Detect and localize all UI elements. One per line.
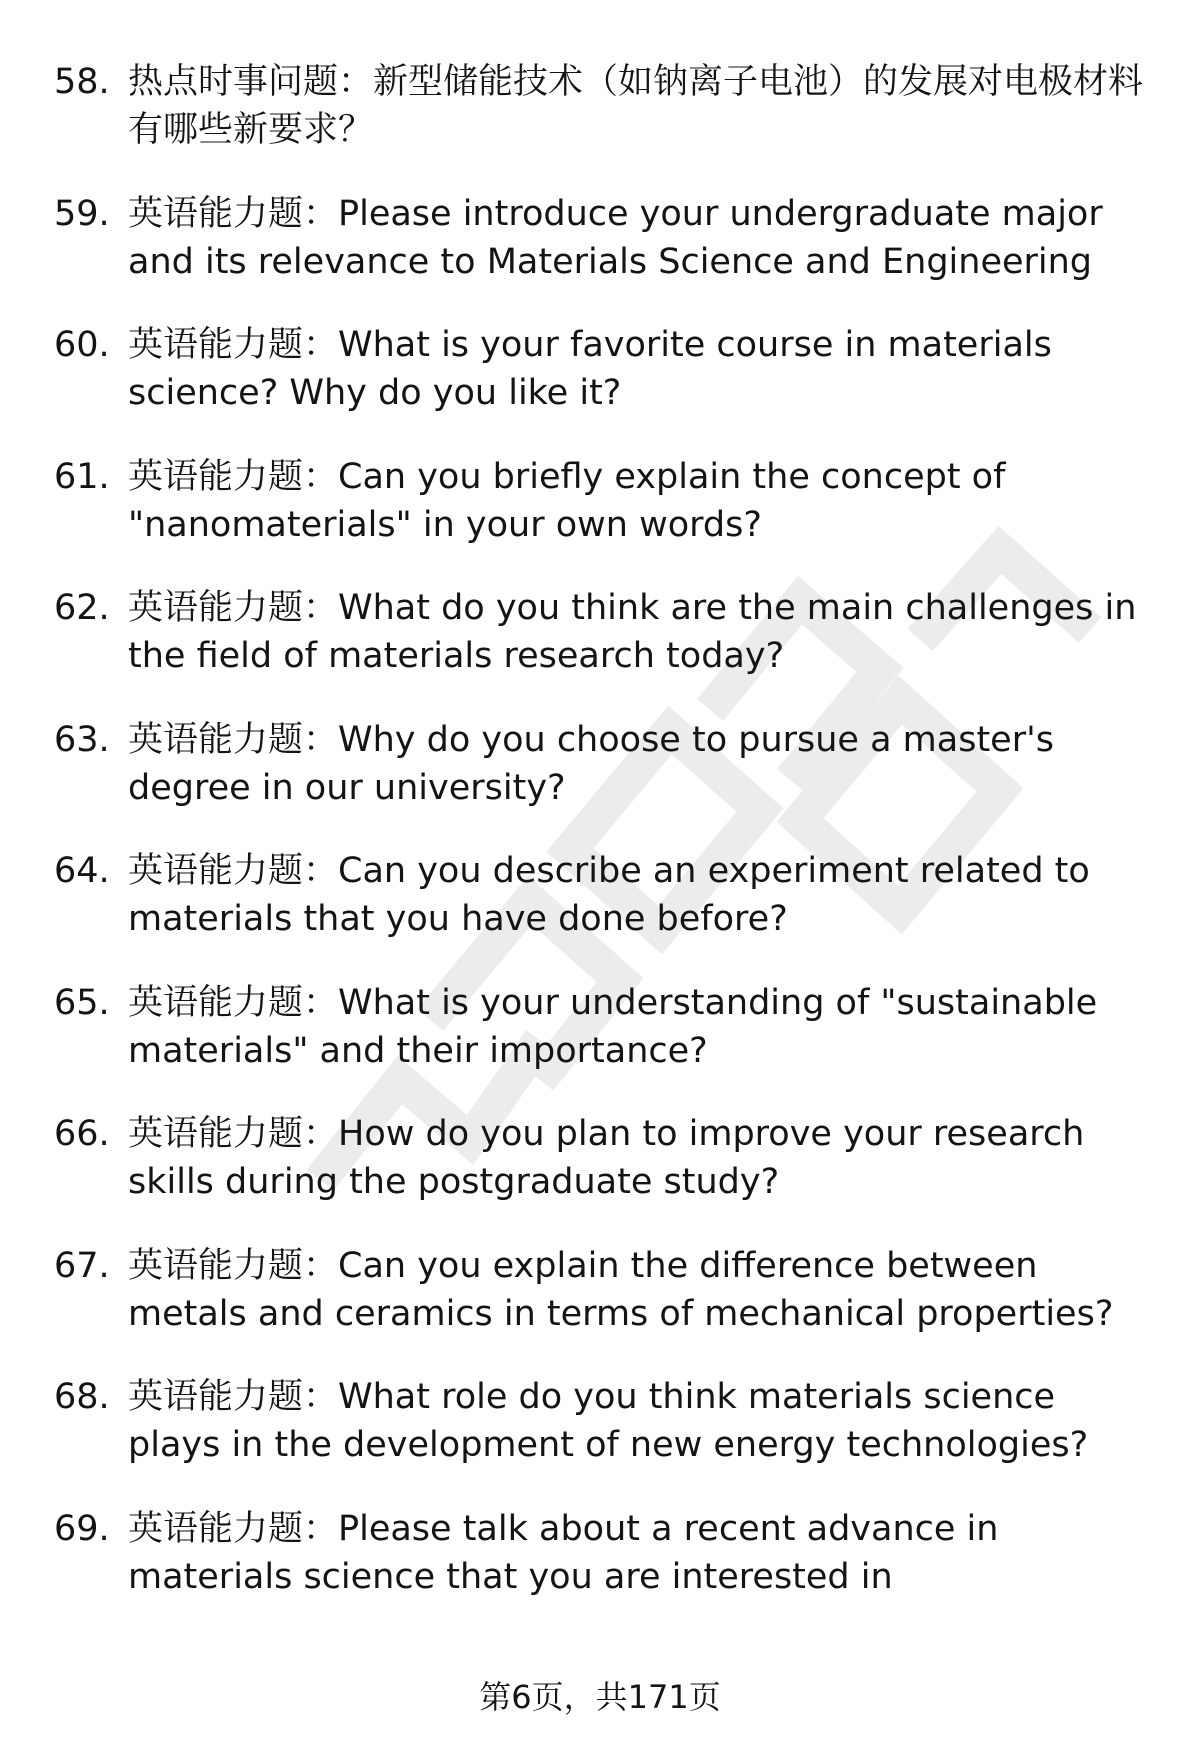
question-number: 64.	[54, 851, 110, 891]
question-number: 61.	[54, 456, 110, 497]
question-item-58	[0, 58, 1200, 190]
question-number: 66.	[54, 1114, 110, 1154]
question-text: 英语能力题：Please talk about a recent advance in materials science that you are interested in	[128, 1508, 999, 1597]
question-text: 英语能力题：How do you plan to improve your research skills during the postgraduate study?	[128, 1114, 1085, 1202]
question-item-60	[0, 321, 1200, 453]
question-number: 59.	[54, 193, 110, 234]
question-item-65	[0, 979, 1200, 1111]
question-text: 英语能力题：Can you describe an experiment related to materials that you have done before?	[128, 851, 1090, 939]
question-number: 68.	[54, 1377, 110, 1417]
question-text: 英语能力题：Can you explain the difference between metals and ceramics in terms of mechanical properties?	[128, 1245, 1114, 1334]
page-footer	[0, 1675, 1200, 1719]
question-number: 67.	[54, 1245, 110, 1286]
question-text: 英语能力题：What is your understanding of "sustainable materials" and their importance?	[128, 982, 1098, 1071]
question-text: 英语能力题：Why do you choose to pursue a master's degree in our university?	[128, 719, 1054, 808]
question-item-67	[0, 1242, 1200, 1374]
question-text: 英语能力题：Can you briefly explain the concept of "nanomaterials" in your own words?	[128, 456, 1006, 545]
page-number-label: 第6页，共171页	[479, 1678, 721, 1716]
question-text: 英语能力题：Please introduce your undergraduate major and its relevance to Materials Science and Engineering	[128, 193, 1103, 282]
question-item-68	[0, 1373, 1200, 1505]
question-item-59	[0, 190, 1200, 322]
question-item-63	[0, 716, 1200, 848]
question-text: 英语能力题：What role do you think materials science plays in the development of new energy technologies?	[128, 1377, 1089, 1465]
question-number: 60.	[54, 325, 110, 365]
question-text: 英语能力题：What do you think are the main challenges in the field of materials research today?	[128, 588, 1137, 676]
question-number: 62.	[54, 588, 110, 628]
question-number: 58.	[54, 62, 110, 102]
question-item-61	[0, 453, 1200, 585]
question-number: 65.	[54, 982, 110, 1023]
question-item-66	[0, 1110, 1200, 1242]
question-text: 热点时事问题：新型储能技术（如钠离子电池）的发展对电极材料有哪些新要求？	[128, 62, 1144, 150]
question-item-69	[0, 1505, 1200, 1637]
question-number: 63.	[54, 719, 110, 760]
question-item-64	[0, 847, 1200, 979]
question-list	[0, 58, 1200, 1636]
question-text: 英语能力题：What is your favorite course in materials science? Why do you like it?	[128, 325, 1052, 413]
question-item-62	[0, 584, 1200, 716]
question-number: 69.	[54, 1508, 110, 1549]
